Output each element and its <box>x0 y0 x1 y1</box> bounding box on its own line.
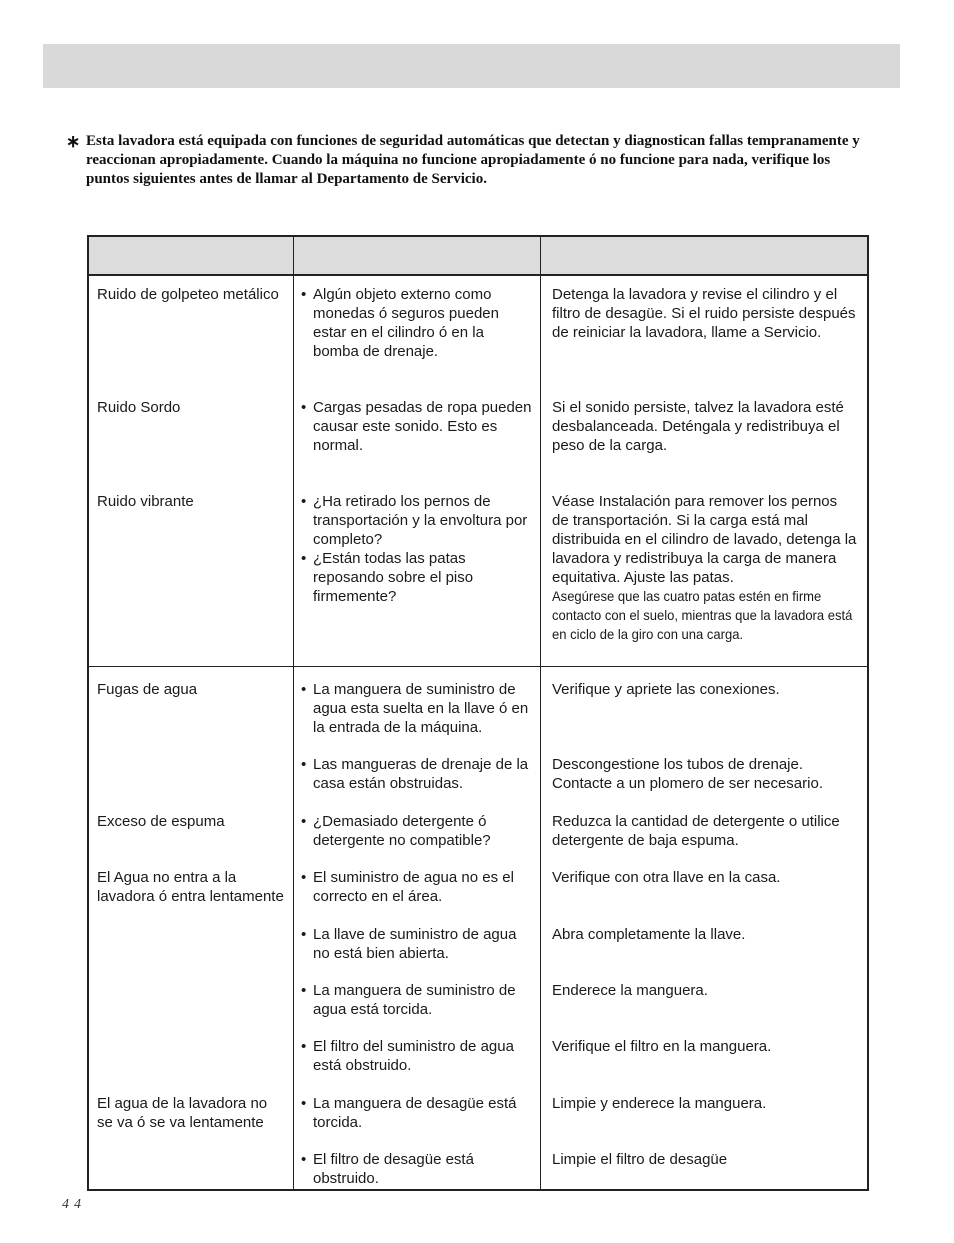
solution-text: Véase Instalación para remover los pernos de transportación. Si la carga está mal distribuida en el cilindro de lavado, detenga la lavadora y redistribuya la carga de manera equitativa. Ajuste las patas. <box>552 493 857 586</box>
intro-note <box>66 132 876 189</box>
cause-cell <box>301 492 533 606</box>
solution-cell: Enderece la manguera. <box>552 982 708 999</box>
problem-cell: El agua de la lavadora no se va ó se va lentamente <box>97 1095 268 1131</box>
solution-cell: Verifique el filtro en la manguera. <box>552 1038 772 1055</box>
cause-item: • ¿Están todas las patas reposando sobre el piso firmemente? <box>301 549 533 606</box>
cause-item: • La manguera de desagüe está torcida. <box>301 1094 533 1132</box>
solution-cell: Verifique con otra llave en la casa. <box>552 869 781 886</box>
cause-item: • La llave de suministro de agua no está bien abierta. <box>301 925 533 963</box>
solution-cell: Descongestione los tubos de drenaje. Contacte a un plomero de ser necesario. <box>552 756 823 792</box>
solution-cell: Verifique y apriete las conexiones. <box>552 681 780 698</box>
cause-item: • El suministro de agua no es el correcto en el área. <box>301 868 533 906</box>
group-divider <box>87 666 867 667</box>
cause-item: • El filtro del suministro de agua está obstruido. <box>301 1037 533 1075</box>
cause-cell <box>301 981 533 1019</box>
intro-text: Esta lavadora está equipada con funciones de seguridad automáticas que detectan y diagnostican fallas tempranamente y reaccionan apropiadamente. Cuando la máquina no funcione apropiadamente ó no funcione para nada, verifique los puntos siguientes antes de llamar al Departamento de Servicio. <box>86 133 860 187</box>
problem-cell: Ruido Sordo <box>97 399 181 416</box>
cause-item: • Algún objeto externo como monedas ó seguros pueden estar en el cilindro ó en la bomba de drenaje. <box>301 285 533 361</box>
problem-cell: Fugas de agua <box>97 681 198 698</box>
cause-item: • ¿Ha retirado los pernos de transportación y la envoltura por completo? <box>301 492 533 549</box>
column-divider-1 <box>293 235 294 1189</box>
troubleshooting-table <box>87 235 869 1191</box>
cause-item: • Las mangueras de drenaje de la casa están obstruidas. <box>301 755 533 793</box>
solution-note: Asegúrese que las cuatro patas estén en firme contacto con el suelo, mientras que la lavadora está en ciclo de la giro con una carga. <box>552 588 853 642</box>
solution-cell: Reduzca la cantidad de detergente o utilice detergente de baja espuma. <box>552 813 840 849</box>
solution-cell: Detenga la lavadora y revise el cilindro y el filtro de desagüe. Si el ruido persiste después de reiniciar la lavadora, llame a Servicio. <box>552 286 856 341</box>
cause-cell <box>301 398 533 455</box>
table-header-row <box>89 237 867 276</box>
cause-item: • Cargas pesadas de ropa pueden causar este sonido. Esto es normal. <box>301 398 533 455</box>
cause-cell <box>301 812 533 850</box>
column-divider-2 <box>540 235 541 1189</box>
cause-cell <box>301 1094 533 1132</box>
cause-item: • El filtro de desagüe está obstruido. <box>301 1150 533 1188</box>
page-number: 44 <box>62 1197 86 1212</box>
problem-cell: Exceso de espuma <box>97 813 225 830</box>
solution-cell: Limpie y enderece la manguera. <box>552 1095 767 1112</box>
problem-cell: El Agua no entra a la lavadora ó entra lentamente <box>97 869 284 905</box>
cause-cell <box>301 755 533 793</box>
section-header-bar <box>43 44 900 88</box>
problem-cell: Ruido de golpeteo metálico <box>97 286 279 303</box>
solution-cell <box>552 492 857 644</box>
solution-cell: Abra completamente la llave. <box>552 926 746 943</box>
cause-item: • La manguera de suministro de agua esta suelta en la llave ó en la entrada de la máquina. <box>301 680 533 737</box>
cause-cell <box>301 285 533 361</box>
solution-cell: Si el sonido persiste, talvez la lavadora esté desbalanceada. Deténgala y redistribuya el peso de la carga. <box>552 399 844 454</box>
cause-cell <box>301 1037 533 1075</box>
problem-cell: Ruido vibrante <box>97 493 194 510</box>
cause-cell <box>301 1150 533 1188</box>
cause-item: • La manguera de suministro de agua está torcida. <box>301 981 533 1019</box>
cause-item: • ¿Demasiado detergente ó detergente no compatible? <box>301 812 533 850</box>
solution-cell: Limpie el filtro de desagüe <box>552 1151 728 1168</box>
asterisk-marker: ∗ <box>66 132 81 151</box>
cause-cell <box>301 868 533 906</box>
cause-cell <box>301 680 533 737</box>
cause-cell <box>301 925 533 963</box>
